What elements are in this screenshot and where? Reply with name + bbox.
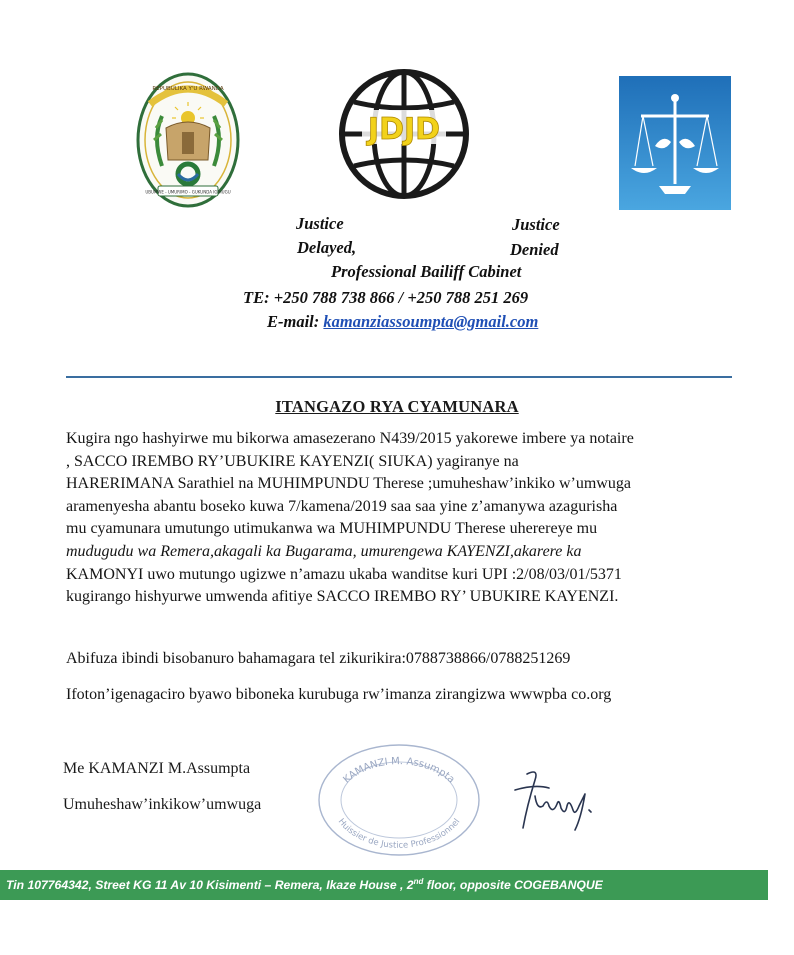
header-divider [66,376,732,378]
motto-denied: Denied [510,240,559,259]
photos-info-line: Ifoton’igenagaciro byawo biboneka kurubuga rw’imanza zirangizwa wwwpba co.org [66,686,612,703]
paragraph-line: Kugira ngo hashyirwe mu bikorwa amasezerano N439/2015 yakorewe imbere ya notaire [66,430,634,447]
handwritten-signature [505,766,605,838]
footer-ordinal-suffix: nd [413,877,424,886]
seal-bottom-text: UBUMWE - UMURIMO - GUKUNDA IGIHUGU [145,189,231,195]
jdjd-globe-logo [334,64,474,204]
stamp-bottom-text: Huissier de Justice Professionnel [335,816,463,851]
rwanda-coat-of-arms-logo [132,68,244,218]
notice-title: ITANGAZO RYA CYAMUNARA [275,397,519,416]
paragraph-line: mu cyamunara umutungo utimukanwa wa MUHIMPUNDU Therese uherereye mu [66,520,598,538]
paragraph-line: KAMONYI uwo mutungo ugizwe n’amazu ukaba wanditse kuri UPI :2/08/03/01/5371 [66,565,622,583]
paragraph-line: , SACCO IREMBO RY’UBUKIRE KAYENZI( SIUKA) yagiranye na [66,452,519,470]
paragraph-line: HARERIMANA Sarathiel na MUHIMPUNDU Therese ;umuheshaw’inkiko w’umwuga [66,475,631,493]
contact-info-line: Abifuza ibindi bisobanuro bahamagara tel zikurikira:0788738866/0788251269 [66,650,571,667]
email-label: E-mail: [267,312,320,331]
paragraph-line: kugirango hishyurwe umwenda afitiye SACCO IREMBO RY’ UBUKIRE KAYENZI. [66,588,619,606]
notice-paragraph [66,428,634,609]
paragraph-line: mudugudu wa Remera,akagali ka Bugarama, umurengewa KAYENZI,akarere ka [66,542,582,560]
footer-address-part2: floor, opposite COGEBANQUE [423,878,603,893]
motto-delayed: Delayed, [297,238,357,257]
signatory-title: Umuheshaw’inkikow’umwuga [63,796,262,813]
email-link[interactable]: kamanziassoumpta@gmail.com [323,312,539,331]
justice-scales-logo [619,76,731,210]
contact-phone: TE: +250 788 738 866 / +250 788 251 269 [243,288,529,307]
jdjd-logo-text: JDJD [367,112,441,147]
paragraph-line: aramenyesha abantu boseko kuwa 7/kamena/2019 saa saa yine z’amanywa azagurisha [66,497,618,515]
contact-email-line [267,312,538,332]
stamp-top-text: KAMANZI M. Assumpta [341,756,457,786]
motto-justice-right: Justice [512,215,560,234]
footer-address [6,877,603,892]
seal-top-text: REPUBULIKA Y'U RWANDA [152,86,224,92]
signatory-name: Me KAMANZI M.Assumpta [63,760,251,777]
cabinet-name: Professional Bailiff Cabinet [331,262,522,281]
footer-address-part1: Tin 107764342, Street KG 11 Av 10 Kisimenti – Remera, Ikaze House , 2 [6,878,414,893]
motto-justice-left: Justice [296,214,344,233]
official-stamp [314,738,484,858]
